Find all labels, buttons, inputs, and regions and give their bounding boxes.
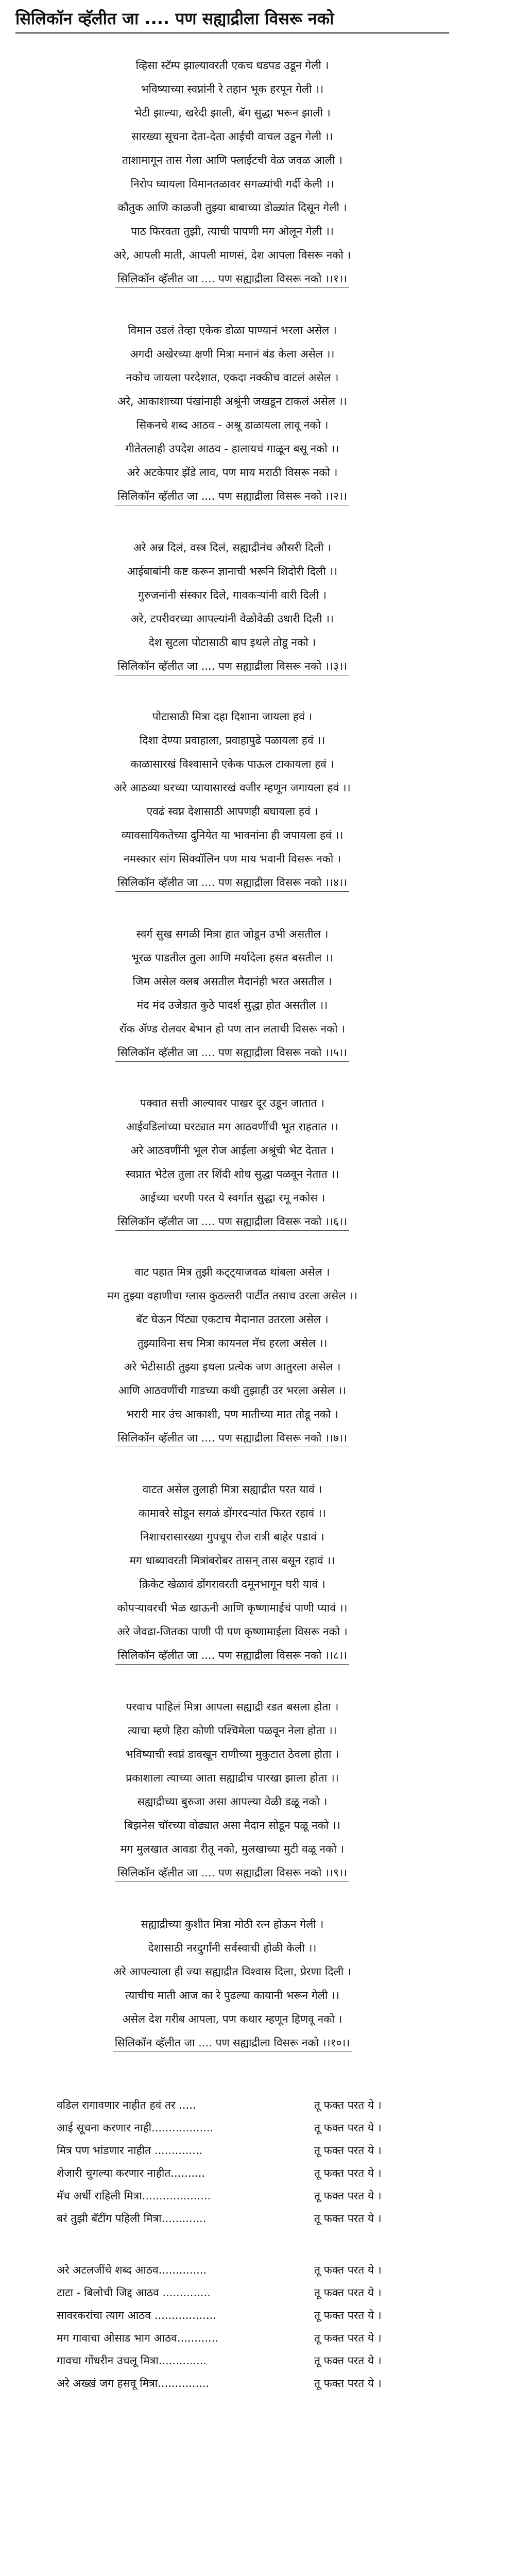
list-item-refrain: तू फक्त परत ये । xyxy=(314,2212,382,2225)
stanza-line: सिकनचे शब्द आठव - अश्रू डाळायला लावू नको । xyxy=(136,419,329,431)
stanza-line: आईच्या चरणी परत ये स्वर्गात सुद्धा रमू नकोस । xyxy=(139,1192,325,1204)
refrain-text xyxy=(115,1044,349,1062)
stanza-line: कोपऱ्यावरची भेळ खाऊनी आणि कृष्णामाईचं पाणी प्यावं ।। xyxy=(117,1602,348,1614)
refrain-text xyxy=(115,1429,349,1447)
stanza-number: ।।१०।। xyxy=(322,2037,350,2049)
stanza-line: अरे अन्न दिलं, वस्त्र दिलं, सह्याद्रीनंच औसरी दिली । xyxy=(133,541,332,554)
stanza-line: अरे आठवणींनी भूल रोज आईला अश्रूंची भेट देतात । xyxy=(130,1144,334,1157)
refrain-text xyxy=(115,487,349,505)
stanza-line: भूरळ पाडतील तुला आणि मर्यादेला हसत बसतील ।। xyxy=(131,952,334,964)
stanza-line: अगदी अखेरच्या क्षणी मित्रा मनानं बंड केला असेल ।। xyxy=(130,348,335,360)
stanza-number: ।।९।। xyxy=(325,1867,347,1879)
list-item xyxy=(57,2207,448,2230)
stanza-line: पोटासाठी मित्रा दहा दिशाना जायला हवं । xyxy=(152,710,313,723)
refrain-label: सिलिकॉन व्हॅलीत जा .... पण सह्याद्रीला विसरू नको xyxy=(114,2037,319,2049)
refrain-label: सिलिकॉन व्हॅलीत जा .... पण सह्याद्रीला विसरू नको xyxy=(117,1046,322,1059)
stanza-line: नकोच जायला परदेशात, एकदा नक्कीच वाटलं असेल । xyxy=(126,371,339,384)
refrain-label: सिलिकॉन व्हॅलीत जा .... पण सह्याद्रीला विसरू नको xyxy=(117,1867,322,1879)
list-item xyxy=(57,2094,448,2116)
stanza-number: ।।७।। xyxy=(325,1432,347,1444)
stanza-refrain-line xyxy=(15,267,449,291)
list-item-refrain: तू फक्त परत ये । xyxy=(314,2190,382,2202)
refrain-text xyxy=(115,1213,349,1231)
stanza-line: बॅट घेऊन पिंट्या एकटाच मैदानात उतरला असेल । xyxy=(136,1313,329,1326)
list-item xyxy=(57,2259,448,2281)
stanza-line: सह्याद्रीच्या कुशीत मित्रा मोठी रत्न होऊन गेली । xyxy=(141,1918,324,1930)
stanza-refrain-line xyxy=(15,1041,449,1064)
stanza-line: निरोप घ्यायला विमानतळावर सगळ्यांची गर्दी केली ।। xyxy=(130,178,334,190)
stanza-line: अरे, आकाशाच्या पंखांनाही अश्रूंनी जखडून टाकलं असेल ।। xyxy=(117,395,347,408)
stanza-line: व्यावसायिकतेच्या दुनियेत या भावनांना ही जपायला हवं ।। xyxy=(121,829,344,841)
stanza-line: गुरुजनांनी संस्कार दिले, गावकऱ्यांनी वारी दिली । xyxy=(138,589,327,601)
stanza-line: मग मुलखात आवडा रीतू नको, मुलखाच्या मुटी वळू नको । xyxy=(120,1843,345,1855)
stanza-line: सारख्या सूचना देता-देता आईची वाचल उडून गेली ।। xyxy=(131,130,333,143)
stanza-2 xyxy=(15,318,449,508)
list-item-refrain: तू फक्त परत ये । xyxy=(314,2354,382,2367)
refrain-label: सिलिकॉन व्हॅलीत जा .... पण सह्याद्रीला विसरू नको xyxy=(117,490,322,502)
stanza-line: जिम असेल क्लब असतील मैदानंही भरत असतील । xyxy=(132,975,332,988)
stanza-refrain-line xyxy=(15,1210,449,1233)
stanza-line: त्याचीच माती आज का रे पुढल्या कायानी भरून गेली ।। xyxy=(125,1989,339,2002)
stanza-3 xyxy=(15,536,449,678)
stanza-line: काळासारखं विश्वासाने एकेक पाऊल टाकायला हवं । xyxy=(130,758,334,770)
list-item xyxy=(57,2139,448,2162)
refrain-text xyxy=(113,2034,352,2052)
refrain-text xyxy=(115,1647,349,1665)
refrain-label: सिलिकॉन व्हॅलीत जा .... पण सह्याद्रीला विसरू नको xyxy=(117,1215,322,1228)
stanza-line: बिझनेस चॉरच्या वोढ्यात असा मैदान सोडून पळू नको ।। xyxy=(124,1819,340,1832)
stanza-refrain-line xyxy=(15,1426,449,1450)
stanza-line: दिशा देण्या प्रवाहाला, प्रवाहापुढे पळायला हवं ।। xyxy=(139,734,325,747)
stanza-line: ताशामागून तास गेला आणि फ्लाईटची वेळ जवळ आली । xyxy=(122,154,342,166)
stanza-line: अरे आठव्या घरच्या प्यायासारखं वजीर म्हणून जगायला हवं ।। xyxy=(114,782,351,794)
stanza-line: अरे, आपली माती, आपली माणसं, देश आपला विसरू नको । xyxy=(113,249,351,261)
refrain-label: सिलिकॉन व्हॅलीत जा .... पण सह्याद्रीला विसरू नको xyxy=(117,1649,322,1662)
stanza-6 xyxy=(15,1091,449,1233)
stanza-line: कामावरे सोडून सगळं डोंगरदऱ्यांत फिरत रहावं ।। xyxy=(139,1507,326,1519)
list-item-label: अरे अख्खं जग हसवू मित्रा............... xyxy=(57,2377,210,2389)
list-item xyxy=(57,2184,448,2207)
title-row xyxy=(15,7,449,33)
stanza-line: अरे आपल्याला ही ज्या सह्याद्रीत विश्वास दिला, प्रेरणा दिली । xyxy=(113,1965,351,1978)
list-item-refrain: तू फक्त परत ये । xyxy=(314,2099,382,2111)
page-title: सिलिकॉन व्हॅलीत जा .... पण सह्याद्रीला विसरू नको xyxy=(15,9,334,28)
list-item xyxy=(57,2349,448,2372)
list-item-label: बरं तुझी बॅटींग पहिली मित्रा............. xyxy=(57,2212,207,2225)
stanza-line: अरे, टपरीवरच्या आपल्यांनी वेळोवेळी उधारी दिली ।। xyxy=(130,613,334,625)
stanza-line: स्वप्नात भेटेल तुला तर शिंदी शोध सुद्धा पळवून नेतात ।। xyxy=(125,1168,339,1180)
stanza-line: मंद मंद उजेडात कुठे पादर्श सुद्धा होत असतील ।। xyxy=(136,999,328,1011)
stanza-refrain-line xyxy=(15,871,449,894)
stanza-number: ।।२।। xyxy=(325,490,347,502)
stanza-line: प्रकाशाला त्याच्या आता सह्याद्रीच पारखा झाला होता ।। xyxy=(126,1772,339,1784)
list-item-refrain: तू फक्त परत ये । xyxy=(314,2309,382,2321)
stanza-number: ।।६।। xyxy=(325,1215,347,1228)
stanza-line: पाठ फिरवता तुझी, त्याची पापणी मग ओलून गेली ।। xyxy=(131,225,334,238)
list-item-label: वडिल रागावणार नाहीत हवं तर ..... xyxy=(57,2099,196,2111)
stanza-number: ।।५।। xyxy=(325,1046,347,1059)
stanza-line: स्वर्ग सुख सगळी मित्रा हात जोडून उभी असतील । xyxy=(136,928,329,940)
list-item-label: अरे अटलजींचे शब्द आठव.............. xyxy=(57,2264,207,2276)
list-item-label: मॅच अर्धी राहिली मित्रा.................... xyxy=(57,2190,211,2202)
stanza-line: वाटत असेल तुलाही मित्रा सह्याद्रीत परत यावं । xyxy=(142,1483,322,1496)
list-item xyxy=(57,2162,448,2184)
stanza-1 xyxy=(15,54,449,291)
stanza-line: भेटी झाल्या, खरेदी झाली, बॅग सुद्धा भरून झाली । xyxy=(134,107,331,119)
stanza-line: भविष्याच्या स्वप्नांनी रे तहान भूक हरपून गेली ।। xyxy=(141,83,324,95)
refrain-text xyxy=(115,657,349,675)
list-item-label: सावरकरांचा त्याग आठव .................. xyxy=(57,2309,216,2321)
stanza-refrain-line xyxy=(15,1643,449,1667)
refrain-text xyxy=(115,270,349,288)
list-item-refrain: तू फक्त परत ये । xyxy=(314,2332,382,2344)
list-item-label: मित्र पण भांडणार नाहीत .............. xyxy=(57,2144,203,2157)
stanza-9 xyxy=(15,1695,449,1885)
stanza-line: परवाच पाहिलं मित्रा आपला सह्याद्री रडत बसला होता । xyxy=(126,1701,339,1713)
list-item-refrain: तू फक्त परत ये । xyxy=(314,2264,382,2276)
stanza-line: अरे अटकेपार झेंडे लाव, पण माय मराठी विसरू नको । xyxy=(127,466,338,479)
refrain-text xyxy=(115,1864,349,1882)
list-item-label: टाटा - बिलोची जिद्द आठव .............. xyxy=(57,2286,211,2299)
stanza-line: रॉक ॲण्ड रोलवर बेभान हो पण तान लताची विसरू नको । xyxy=(119,1023,346,1035)
stanza-line: सह्याद्रीच्या बुरुजा असा आपल्या वेळी डळू नको । xyxy=(137,1795,328,1808)
list-item xyxy=(57,2372,448,2395)
stanza-line: निशाचरासारख्या गुपचूप रोज रात्री बाहेर पडावं । xyxy=(140,1531,324,1543)
stanza-line: अरे जेवढा-जितका पाणी पी पण कृष्णामाईला विसरू नको । xyxy=(117,1625,348,1638)
refrain-label: सिलिकॉन व्हॅलीत जा .... पण सह्याद्रीला विसरू नको xyxy=(117,876,322,889)
stanza-line: अरे भेटीसाठी तुझ्या इथला प्रत्येक जण आतुरला असेल । xyxy=(124,1361,341,1373)
refrain-label: सिलिकॉन व्हॅलीत जा .... पण सह्याद्रीला विसरू नको xyxy=(117,273,322,285)
stanza-refrain-line xyxy=(15,1861,449,1885)
stanza-line: नमस्कार सांग सिक्वॉलिन पण माय भवानी विसरू नको । xyxy=(124,853,341,865)
stanza-4 xyxy=(15,705,449,894)
stanza-line: देश सुटला पोटासाठी बाप इथले तोडू नको । xyxy=(148,636,316,649)
stanza-line: विमान उडलं तेव्हा एकेक डोळा पाण्यानं भरला असेल । xyxy=(128,324,337,336)
stanza-line: मग धाब्यावरती मित्रांबरोबर तासन् तास बसून रहावं ।। xyxy=(129,1554,335,1567)
stanza-line: पक्वात सत्ती आल्यावर पाखर दूर उडून जातात । xyxy=(140,1097,324,1109)
stanza-10 xyxy=(15,1912,449,2055)
list-item xyxy=(57,2281,448,2304)
stanza-line: भविष्याची स्वप्नं डावखून राणीच्या मुकुटात ठेवला होता । xyxy=(125,1748,339,1760)
stanza-line: भरारी मार उंच आकाशी, पण मातीच्या मात तोडू नको । xyxy=(126,1408,338,1420)
stanza-number: ।।३।। xyxy=(325,660,347,672)
stanza-refrain-line xyxy=(15,654,449,678)
return-list-inspiration xyxy=(57,2259,448,2395)
stanza-line: एवढं स्वप्न देशासाठी आपणही बघायला हवं । xyxy=(146,805,318,818)
list-item-label: गावचा गोंधरीन उचलू मित्रा.............. xyxy=(57,2354,207,2367)
return-list-family xyxy=(57,2094,448,2230)
stanza-refrain-line xyxy=(15,484,449,508)
list-item xyxy=(57,2327,448,2349)
stanza-line: गीतेतलाही उपदेश आठव - हालायचं गाळून बसू नको ।। xyxy=(125,443,339,455)
list-item-label: आई सूचना करणार नाही.................. xyxy=(57,2122,214,2134)
stanza-line: देशासाठी नरदुर्गांनी सर्वस्वाची होळी केली ।। xyxy=(148,1942,317,1954)
stanza-line: असेल देश गरीब आपला, पण कधार म्हणून हिणवू नको । xyxy=(122,2013,342,2025)
stanza-5 xyxy=(15,922,449,1064)
list-item-refrain: तू फक्त परत ये । xyxy=(314,2122,382,2134)
list-item-label: मग गावाचा ओसाड भाग आठव............ xyxy=(57,2332,219,2344)
list-item xyxy=(57,2116,448,2139)
list-item-label: शेजारी चुगल्या करणार नाहीत.......... xyxy=(57,2167,205,2179)
stanza-refrain-line xyxy=(15,2031,449,2055)
list-item-refrain: तू फक्त परत ये । xyxy=(314,2377,382,2389)
list-item-refrain: तू फक्त परत ये । xyxy=(314,2286,382,2299)
refrain-label: सिलिकॉन व्हॅलीत जा .... पण सह्याद्रीला विसरू नको xyxy=(117,1432,322,1444)
stanza-8 xyxy=(15,1478,449,1667)
stanza-number: ।।८।। xyxy=(325,1649,347,1662)
list-item-refrain: तू फक्त परत ये । xyxy=(314,2167,382,2179)
stanza-line: क्रिकेट खेळावं डोंगरावरती दमूनभागून घरी यावं । xyxy=(139,1578,325,1590)
list-item xyxy=(57,2304,448,2327)
stanza-line: मग तुझ्या वहाणीचा ग्लास कुठल्तरी पार्टीत तसाच उरला असेल ।। xyxy=(107,1290,358,1302)
stanza-line: वाट पहात मित्र तुझी कट्ट्याजवळ थांबला असेल । xyxy=(134,1266,330,1278)
refrain-label: सिलिकॉन व्हॅलीत जा .... पण सह्याद्रीला विसरू नको xyxy=(117,660,322,672)
stanza-line: आणि आठवणींची गाडच्या कधी तुझाही उर भरला असेल ।। xyxy=(118,1384,347,1397)
stanza-number: ।।४।। xyxy=(325,876,347,889)
stanza-line: आईबाबांनी कष्ट करून ज्ञानाची भरूनि शिदोरी दिली ।। xyxy=(127,565,338,578)
stanza-line: व्हिसा स्टॅम्प झाल्यावरती एकच धडपड उडून गेली । xyxy=(135,59,329,72)
list-item-refrain: तू फक्त परत ये । xyxy=(314,2144,382,2157)
stanza-line: त्याचा म्हणे हिरा कोणी पश्चिमेला पळवून नेला होता ।। xyxy=(128,1724,337,1737)
stanza-line: आईवडिलांच्या घरट्यात मग आठवणींची भूत राहतात ।। xyxy=(126,1121,338,1133)
stanza-number: ।।१।। xyxy=(325,273,347,285)
refrain-text xyxy=(115,874,349,892)
stanza-line: तुझ्याविना सच मित्रा कायनल मॅच हरला असेल ।। xyxy=(137,1337,328,1349)
stanza-7 xyxy=(15,1260,449,1450)
stanza-line: कौतुक आणि काळजी तुझ्या बाबाच्या डोळ्यांत दिसून गेली । xyxy=(117,201,347,214)
